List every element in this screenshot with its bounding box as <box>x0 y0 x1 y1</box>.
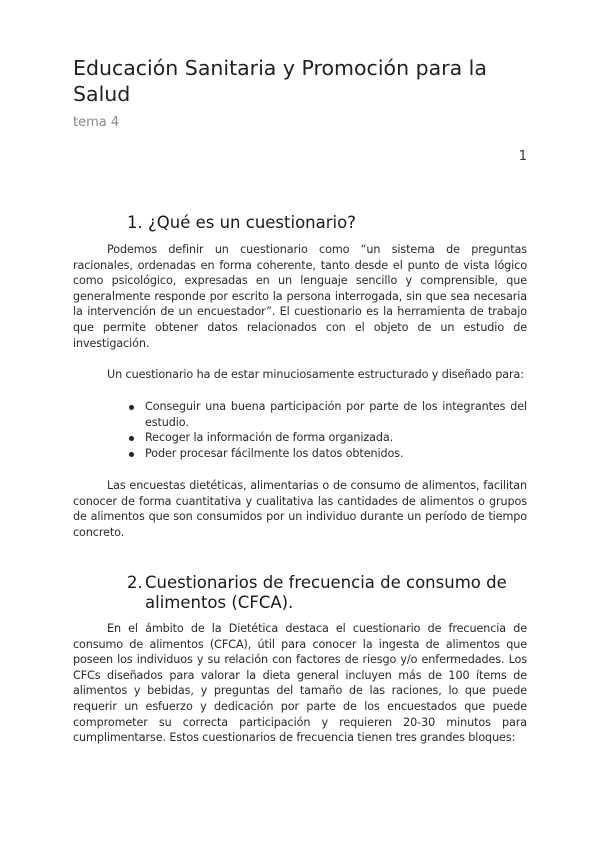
section-1-heading <box>127 213 356 233</box>
section-1-paragraph-2-text: Un cuestionario ha de estar minuciosamente estructurado y diseñado para: <box>107 368 524 381</box>
document-title: Educación Sanitaria y Promoción para la Salud <box>73 56 487 106</box>
section-1-paragraph-1-text: Podemos definir un cuestionario como “un sistema de preguntas racionales, ordenadas en forma coherente, tanto desde el punto de vista lógico como psicológico, expresadas en un lenguaje sencillo y comprensible, que generalmente responde por escrito la persona interrogada, sin que sea necesaria la intervención de un encuestador”. El cuestionario es la herramienta de trabajo que permite obtener datos relacionados con el objeto de un estudio de investigación. <box>73 243 527 350</box>
section-1-number: 1. <box>127 213 143 232</box>
bullet-icon <box>129 436 134 441</box>
list-item-text: Recoger la información de forma organizada. <box>145 431 394 445</box>
page-number: 1 <box>518 149 527 164</box>
section-1-title: ¿Qué es un cuestionario? <box>148 213 356 232</box>
list-item <box>145 446 527 462</box>
section-2-heading <box>127 573 532 613</box>
section-1-paragraph-2 <box>73 367 527 383</box>
bullet-icon <box>129 452 134 457</box>
section-1-paragraph-1 <box>73 242 527 351</box>
section-2-paragraph-1 <box>73 621 527 746</box>
section-2-number: 2. <box>127 573 143 592</box>
section-1-bullet-list <box>145 399 527 461</box>
section-2-title: Cuestionarios de frecuencia de consumo de alimentos (CFCA). <box>145 573 507 612</box>
list-item-text: Poder procesar fácilmente los datos obtenidos. <box>145 446 404 460</box>
section-2-paragraph-1-text: En el ámbito de la Dietética destaca el cuestionario de frecuencia de consumo de alimentos (CFCA), útil para conocer la ingesta de alimentos que poseen los individuos y su relación con factores de riesgo y/o enfermedades. Los CFCs diseñados para valorar la dieta general incluyen más de 100 ítems de alimentos y bebidas, y preguntas del tamaño de las raciones, lo que puede requerir un esfuerzo y dedicación por parte de los encuestados que puede comprometer su correcta participación y requieren 20-30 minutos para cumplimentarse. Estos cuestionarios de frecuencia tienen tres grandes bloques: <box>73 622 527 745</box>
bullet-icon <box>129 405 134 410</box>
list-item <box>145 430 527 446</box>
section-1-paragraph-3 <box>73 478 527 540</box>
list-item <box>145 399 527 430</box>
section-1-paragraph-3-text: Las encuestas dietéticas, alimentarias o de consumo de alimentos, facilitan conocer de forma cuantitativa y cualitativa las cantidades de alimentos o grupos de alimentos que son consumidos por un individuo durante un período de tiempo concreto. <box>73 479 527 539</box>
list-item-text: Conseguir una buena participación por parte de los integrantes del estudio. <box>145 400 527 429</box>
document-subtitle: tema 4 <box>73 115 120 130</box>
